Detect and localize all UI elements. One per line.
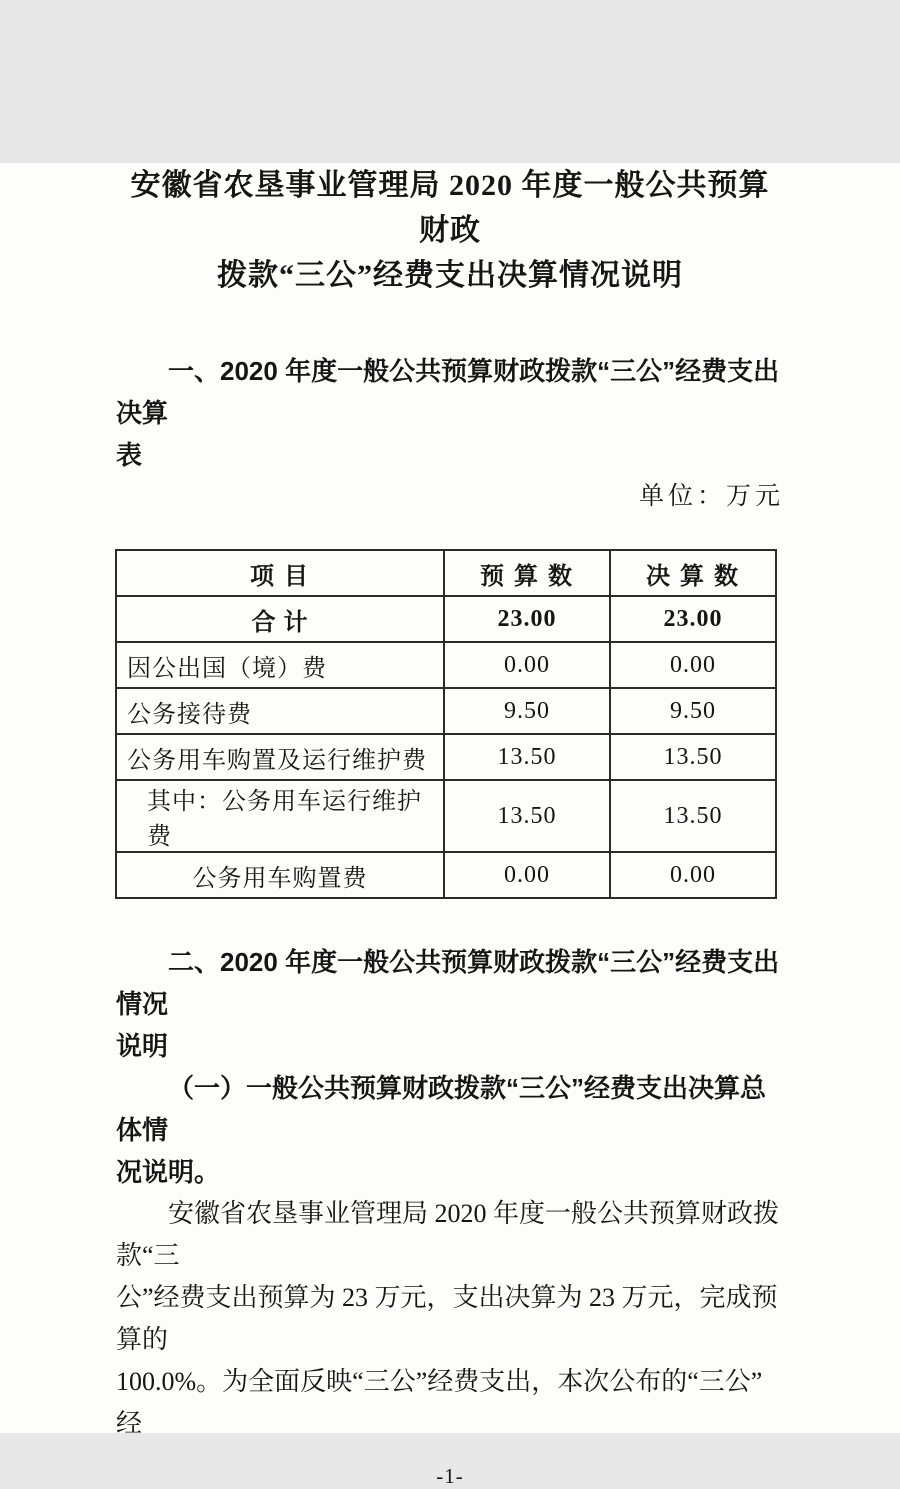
budget-cell: 13.50 <box>444 780 610 852</box>
final-cell: 23.00 <box>610 596 776 642</box>
table-row <box>116 852 776 898</box>
final-cell: 9.50 <box>610 688 776 734</box>
body-paragraph-line: 100.0%。为全面反映“三公”经费支出，本次公布的“三公”经 <box>116 1367 763 1438</box>
final-cell: 13.50 <box>610 734 776 780</box>
budget-cell: 0.00 <box>444 852 610 898</box>
body-paragraph-line: 公”经费支出预算为 23 万元，支出决算为 23 万元，完成预算的 <box>116 1283 778 1354</box>
section2-heading-line: 说明 <box>116 1031 169 1061</box>
final-cell: 0.00 <box>610 642 776 688</box>
document-page <box>0 163 900 1488</box>
page-number: -1- <box>436 1464 464 1488</box>
section2-heading-line: 二、2020 年度一般公共预算财政拨款“三公”经费支出情况 <box>116 947 780 1019</box>
expense-table-body <box>116 596 776 898</box>
document-title-line: 安徽省农垦事业管理局 2020 年度一般公共预算财政 <box>130 169 770 247</box>
col-header-final: 决 算 数 <box>610 550 776 596</box>
budget-cell: 13.50 <box>444 734 610 780</box>
expense-table <box>115 549 777 899</box>
budget-cell: 0.00 <box>444 642 610 688</box>
subsection1-heading-line: 况说明。 <box>116 1157 221 1187</box>
table-row <box>116 688 776 734</box>
table-row <box>116 596 776 642</box>
table-row <box>116 734 776 780</box>
section1-heading-line: 一、2020 年度一般公共预算财政拨款“三公”经费支出决算 <box>116 356 780 428</box>
col-header-item: 项 目 <box>116 550 444 596</box>
final-cell: 13.50 <box>610 780 776 852</box>
item-cell: 其中：公务用车运行维护费 <box>116 780 444 852</box>
item-cell: 公务用车购置及运行维护费 <box>116 734 444 780</box>
header-row <box>116 550 776 596</box>
section1-heading <box>116 350 784 476</box>
expense-table-header <box>116 550 776 596</box>
subsection1-heading <box>116 1067 784 1193</box>
subsection1-heading-line: （一）一般公共预算财政拨款“三公”经费支出决算总体情 <box>116 1073 767 1145</box>
section1-heading-line: 表 <box>116 440 143 470</box>
section2-heading <box>116 941 784 1067</box>
item-cell: 公务用车购置费 <box>116 852 444 898</box>
body-paragraph-line: 安徽省农垦事业管理局 2020 年度一般公共预算财政拨款“三 <box>116 1199 780 1270</box>
item-cell: 合 计 <box>116 596 444 642</box>
document-title <box>116 163 784 298</box>
document-content <box>0 163 900 1489</box>
item-cell: 因公出国（境）费 <box>116 642 444 688</box>
table-row <box>116 780 776 852</box>
unit-note: 单位：万元 <box>638 483 784 510</box>
document-title-line: 拨款“三公”经费支出决算情况说明 <box>217 259 683 292</box>
col-header-budget: 预 算 数 <box>444 550 610 596</box>
final-cell: 0.00 <box>610 852 776 898</box>
body-paragraph <box>116 1193 784 1445</box>
item-cell: 公务接待费 <box>116 688 444 734</box>
budget-cell: 9.50 <box>444 688 610 734</box>
budget-cell: 23.00 <box>444 596 610 642</box>
table-row <box>116 642 776 688</box>
